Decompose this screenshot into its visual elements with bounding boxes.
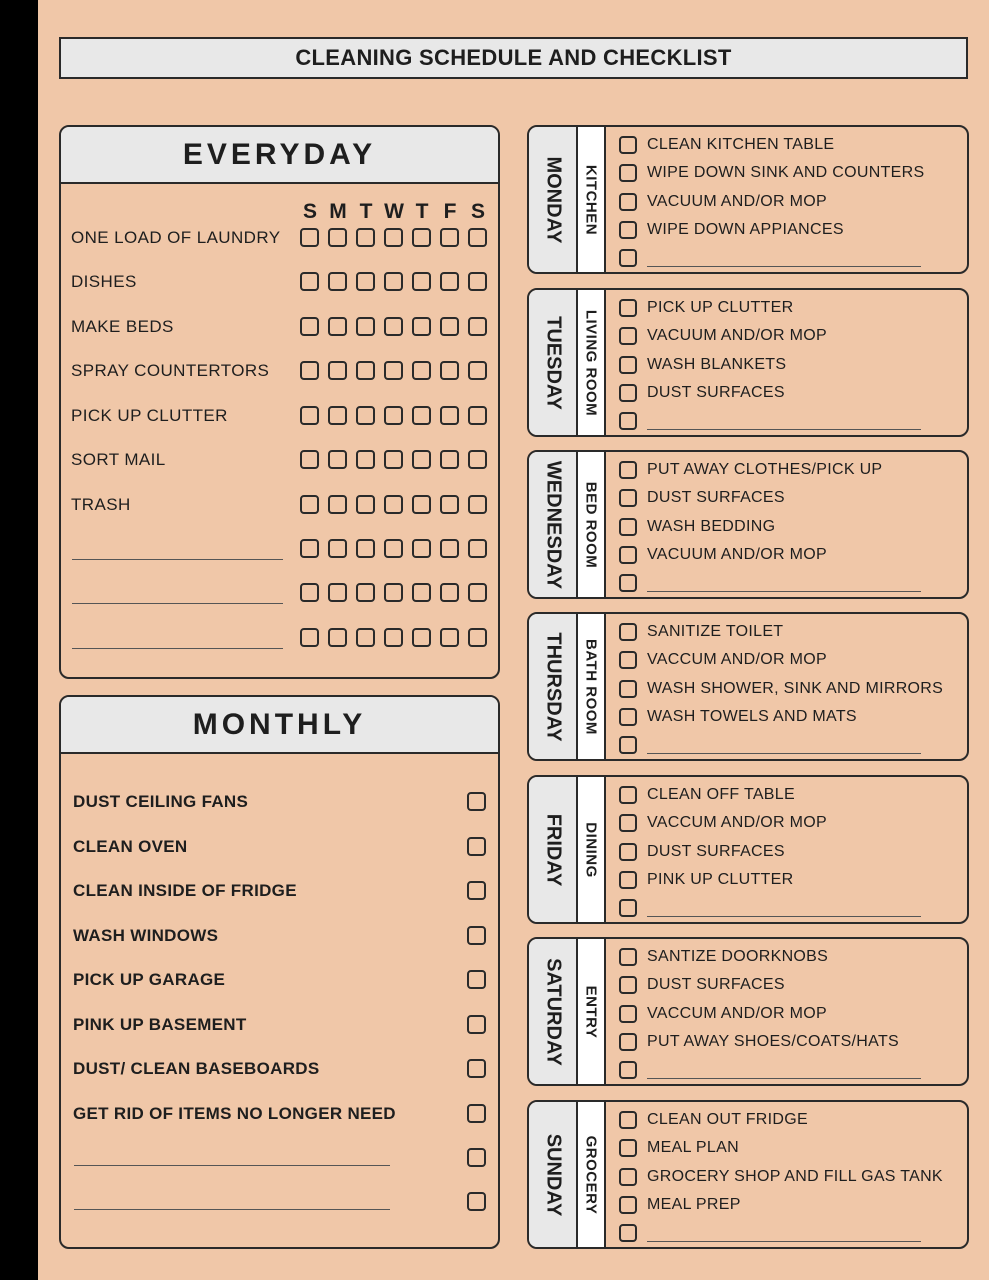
day-card-sunday <box>527 1100 969 1249</box>
weekly-task-item <box>619 1196 741 1214</box>
day-checkbox[interactable] <box>412 317 431 336</box>
day-card-friday <box>527 775 969 924</box>
day-checkbox[interactable] <box>440 628 459 647</box>
task-checkbox[interactable] <box>619 249 637 267</box>
blank-task-line[interactable] <box>72 603 283 604</box>
day-card-wednesday <box>527 450 969 599</box>
day-checkbox[interactable] <box>300 228 319 247</box>
day-checkbox[interactable] <box>356 272 375 291</box>
everyday-task-label: PICK UP CLUTTER <box>71 406 228 425</box>
task-checkbox[interactable] <box>619 193 637 211</box>
day-name: FRIDAY <box>542 813 564 886</box>
monthly-task-label: CLEAN INSIDE OF FRIDGE <box>73 881 297 900</box>
weekday-letter: S <box>302 200 317 223</box>
weekly-task-item <box>619 299 793 317</box>
task-label: DUST SURFACES <box>647 843 785 860</box>
day-checkbox[interactable] <box>412 495 431 514</box>
everyday-task-label: MAKE BEDS <box>71 317 174 336</box>
room-label-column <box>578 127 606 272</box>
day-checkbox[interactable] <box>300 406 319 425</box>
task-checkbox[interactable] <box>619 1005 637 1023</box>
task-label: MEAL PREP <box>647 1196 741 1213</box>
day-checkbox[interactable] <box>412 406 431 425</box>
day-checkbox[interactable] <box>412 628 431 647</box>
day-checkbox[interactable] <box>356 539 375 558</box>
day-label-column <box>529 1102 578 1247</box>
task-label: VACCUM AND/OR MOP <box>647 1005 827 1022</box>
task-label: WASH BEDDING <box>647 518 776 535</box>
day-checkbox[interactable] <box>440 583 459 602</box>
task-checkbox[interactable] <box>619 708 637 726</box>
blank-task-item <box>619 574 647 592</box>
task-label: DUST SURFACES <box>647 976 785 993</box>
day-checkbox[interactable] <box>468 317 487 336</box>
day-label-column <box>529 452 578 597</box>
day-name: TUESDAY <box>542 315 564 410</box>
page-title: CLEANING SCHEDULE AND CHECKLIST <box>59 37 968 79</box>
day-checkbox[interactable] <box>412 272 431 291</box>
task-checkbox[interactable] <box>619 489 637 507</box>
day-checkbox[interactable] <box>328 583 347 602</box>
monthly-checkbox[interactable] <box>467 837 486 856</box>
task-label: CLEAN OUT FRIDGE <box>647 1111 808 1128</box>
room-label-column <box>578 1102 606 1247</box>
weekly-task-item <box>619 948 828 966</box>
monthly-task-label: PICK UP GARAGE <box>73 970 226 989</box>
task-label: PUT AWAY SHOES/COATS/HATS <box>647 1033 899 1050</box>
blank-task-line[interactable] <box>647 1241 921 1242</box>
weekly-task-item <box>619 136 834 154</box>
task-checkbox[interactable] <box>619 871 637 889</box>
weekly-task-item <box>619 356 786 374</box>
task-label: WASH TOWELS AND MATS <box>647 708 857 725</box>
task-checkbox[interactable] <box>619 1224 637 1242</box>
day-card-saturday <box>527 937 969 1086</box>
day-checkbox[interactable] <box>440 406 459 425</box>
day-checkbox[interactable] <box>300 361 319 380</box>
day-card-tuesday <box>527 288 969 437</box>
day-checkbox[interactable] <box>384 406 403 425</box>
day-checkbox[interactable] <box>384 228 403 247</box>
day-checkbox[interactable] <box>440 495 459 514</box>
blank-task-item <box>619 1224 647 1242</box>
task-checkbox[interactable] <box>619 546 637 564</box>
task-checkbox[interactable] <box>619 299 637 317</box>
blank-task-line[interactable] <box>647 753 921 754</box>
day-label-column <box>529 614 578 759</box>
day-checkbox[interactable] <box>468 361 487 380</box>
blank-task-line[interactable] <box>647 916 921 917</box>
day-checkbox[interactable] <box>328 361 347 380</box>
task-checkbox[interactable] <box>619 786 637 804</box>
day-label-column <box>529 777 578 922</box>
day-checkbox[interactable] <box>468 539 487 558</box>
room-name: ENTRY <box>582 985 600 1038</box>
task-label: CLEAN KITCHEN TABLE <box>647 136 835 153</box>
weekly-task-item <box>619 193 827 211</box>
weekday-letter: T <box>415 200 429 223</box>
day-checkbox[interactable] <box>356 450 375 469</box>
task-checkbox[interactable] <box>619 136 637 154</box>
day-checkbox[interactable] <box>412 583 431 602</box>
day-checkbox[interactable] <box>468 628 487 647</box>
day-checkbox[interactable] <box>412 228 431 247</box>
task-label: PICK UP CLUTTER <box>647 299 794 316</box>
everyday-task-label: SPRAY COUNTERTORS <box>71 361 270 380</box>
weekly-task-item <box>619 461 882 479</box>
everyday-panel <box>59 125 500 679</box>
left-edge-strip <box>0 0 38 1280</box>
day-checkbox[interactable] <box>468 228 487 247</box>
weekly-task-item <box>619 976 785 994</box>
day-checkbox[interactable] <box>468 450 487 469</box>
task-checkbox[interactable] <box>619 1139 637 1157</box>
task-checkbox[interactable] <box>619 1111 637 1129</box>
room-name: DINING <box>582 821 600 878</box>
task-label: GROCERY SHOP AND FILL GAS TANK <box>647 1168 943 1185</box>
task-label: CLEAN OFF TABLE <box>647 786 795 803</box>
everyday-task-label: DISHES <box>71 272 137 291</box>
task-label: VACCUM AND/OR MOP <box>647 814 827 831</box>
day-card-thursday <box>527 612 969 761</box>
day-checkbox[interactable] <box>300 272 319 291</box>
task-checkbox[interactable] <box>619 412 637 430</box>
blank-task-item <box>619 1061 647 1079</box>
task-label: SANTIZE DOORKNOBS <box>647 948 829 965</box>
day-checkbox[interactable] <box>412 450 431 469</box>
weekly-task-item <box>619 1033 899 1051</box>
day-card-monday <box>527 125 969 274</box>
monthly-task-label: PINK UP BASEMENT <box>73 1015 247 1034</box>
task-checkbox[interactable] <box>619 518 637 536</box>
blank-task-line[interactable] <box>72 648 283 649</box>
monthly-checkbox[interactable] <box>467 1059 486 1078</box>
task-checkbox[interactable] <box>619 574 637 592</box>
day-checkbox[interactable] <box>384 583 403 602</box>
day-checkbox[interactable] <box>468 583 487 602</box>
weekly-task-item <box>619 623 783 641</box>
monthly-task-label: DUST CEILING FANS <box>73 792 249 811</box>
day-checkbox[interactable] <box>328 495 347 514</box>
task-label: WIPE DOWN APPIANCES <box>647 221 844 238</box>
monthly-panel <box>59 695 500 1249</box>
blank-task-line[interactable] <box>647 1078 921 1079</box>
monthly-checkbox[interactable] <box>467 792 486 811</box>
weekday-letter: M <box>329 200 347 223</box>
weekday-letter: W <box>384 200 404 223</box>
task-label: DUST SURFACES <box>647 384 785 401</box>
blank-task-line[interactable] <box>647 591 921 592</box>
day-checkbox[interactable] <box>300 628 319 647</box>
task-checkbox[interactable] <box>619 948 637 966</box>
weekly-task-item <box>619 164 924 182</box>
room-name: GROCERY <box>582 1135 600 1214</box>
day-name: SUNDAY <box>542 1133 564 1216</box>
task-label: SANITIZE TOILET <box>647 623 784 640</box>
day-name: SATURDAY <box>542 957 564 1066</box>
day-checkbox[interactable] <box>384 317 403 336</box>
weekly-task-item <box>619 1139 739 1157</box>
monthly-checkbox[interactable] <box>467 1148 486 1167</box>
blank-task-item <box>619 899 647 917</box>
day-checkbox[interactable] <box>300 583 319 602</box>
day-checkbox[interactable] <box>384 450 403 469</box>
day-checkbox[interactable] <box>356 495 375 514</box>
day-checkbox[interactable] <box>468 495 487 514</box>
monthly-task-label: WASH WINDOWS <box>73 926 219 945</box>
day-checkbox[interactable] <box>328 228 347 247</box>
task-label: DUST SURFACES <box>647 489 785 506</box>
everyday-heading: EVERYDAY <box>61 127 498 184</box>
monthly-task-label: CLEAN OVEN <box>73 837 188 856</box>
day-checkbox[interactable] <box>356 361 375 380</box>
room-name: KITCHEN <box>582 164 600 235</box>
weekly-task-item <box>619 843 785 861</box>
blank-task-item <box>619 736 647 754</box>
task-checkbox[interactable] <box>619 843 637 861</box>
weekday-letter: F <box>443 200 457 223</box>
weekly-task-item <box>619 546 827 564</box>
room-label-column <box>578 290 606 435</box>
task-checkbox[interactable] <box>619 1033 637 1051</box>
everyday-task-label: ONE LOAD OF LAUNDRY <box>71 228 281 247</box>
day-checkbox[interactable] <box>300 539 319 558</box>
monthly-checkbox[interactable] <box>467 881 486 900</box>
monthly-checkbox[interactable] <box>467 1192 486 1211</box>
room-label-column <box>578 777 606 922</box>
day-checkbox[interactable] <box>468 406 487 425</box>
task-checkbox[interactable] <box>619 384 637 402</box>
weekly-task-item <box>619 871 793 889</box>
room-label-column <box>578 939 606 1084</box>
monthly-heading: MONTHLY <box>61 697 498 754</box>
day-checkbox[interactable] <box>440 317 459 336</box>
room-name: BED ROOM <box>582 481 600 568</box>
task-checkbox[interactable] <box>619 1196 637 1214</box>
weekly-task-item <box>619 1168 943 1186</box>
weekly-task-item <box>619 1111 808 1129</box>
room-label-column <box>578 614 606 759</box>
task-label: VACUUM AND/OR MOP <box>647 327 827 344</box>
day-label-column <box>529 127 578 272</box>
day-checkbox[interactable] <box>384 495 403 514</box>
task-checkbox[interactable] <box>619 327 637 345</box>
room-name: BATH ROOM <box>582 638 600 735</box>
monthly-task-label: GET RID OF ITEMS NO LONGER NEED <box>73 1104 396 1123</box>
task-checkbox[interactable] <box>619 680 637 698</box>
monthly-task-label: DUST/ CLEAN BASEBOARDS <box>73 1059 320 1078</box>
task-checkbox[interactable] <box>619 623 637 641</box>
day-checkbox[interactable] <box>328 450 347 469</box>
weekly-task-item <box>619 786 795 804</box>
task-checkbox[interactable] <box>619 651 637 669</box>
task-checkbox[interactable] <box>619 736 637 754</box>
task-label: VACUUM AND/OR MOP <box>647 193 827 210</box>
task-checkbox[interactable] <box>619 814 637 832</box>
day-checkbox[interactable] <box>440 228 459 247</box>
task-checkbox[interactable] <box>619 1168 637 1186</box>
day-name: MONDAY <box>542 155 564 244</box>
weekly-task-item <box>619 221 844 239</box>
weekly-task-item <box>619 680 943 698</box>
task-label: WASH BLANKETS <box>647 356 787 373</box>
day-name: THURSDAY <box>542 631 564 742</box>
task-checkbox[interactable] <box>619 221 637 239</box>
task-checkbox[interactable] <box>619 1061 637 1079</box>
blank-task-line[interactable] <box>72 559 283 560</box>
day-label-column <box>529 939 578 1084</box>
blank-task-item <box>619 249 647 267</box>
weekly-task-item <box>619 518 775 536</box>
task-label: PUT AWAY CLOTHES/PICK UP <box>647 461 883 478</box>
day-checkbox[interactable] <box>328 272 347 291</box>
weekly-task-item <box>619 708 857 726</box>
monthly-checkbox[interactable] <box>467 970 486 989</box>
task-label: WIPE DOWN SINK AND COUNTERS <box>647 164 925 181</box>
monthly-checkbox[interactable] <box>467 926 486 945</box>
room-label-column <box>578 452 606 597</box>
task-label: PINK UP CLUTTER <box>647 871 794 888</box>
weekly-task-item <box>619 327 827 345</box>
day-checkbox[interactable] <box>440 539 459 558</box>
day-checkbox[interactable] <box>356 583 375 602</box>
room-name: LIVING ROOM <box>582 309 600 416</box>
day-checkbox[interactable] <box>440 272 459 291</box>
task-checkbox[interactable] <box>619 164 637 182</box>
task-label: VACCUM AND/OR MOP <box>647 651 827 668</box>
weekday-letter: S <box>470 200 485 223</box>
task-label: WASH SHOWER, SINK AND MIRRORS <box>647 680 944 697</box>
day-checkbox[interactable] <box>384 272 403 291</box>
everyday-task-label: SORT MAIL <box>71 450 166 469</box>
blank-task-line[interactable] <box>647 429 921 430</box>
monthly-checkbox[interactable] <box>467 1104 486 1123</box>
task-label: VACUUM AND/OR MOP <box>647 546 827 563</box>
day-checkbox[interactable] <box>356 228 375 247</box>
task-checkbox[interactable] <box>619 356 637 374</box>
task-checkbox[interactable] <box>619 461 637 479</box>
day-checkbox[interactable] <box>300 317 319 336</box>
task-checkbox[interactable] <box>619 976 637 994</box>
task-label: MEAL PLAN <box>647 1139 739 1156</box>
day-checkbox[interactable] <box>440 361 459 380</box>
weekly-task-item <box>619 814 827 832</box>
monthly-checkbox[interactable] <box>467 1015 486 1034</box>
day-checkbox[interactable] <box>300 450 319 469</box>
everyday-task-label: TRASH <box>71 495 131 514</box>
day-checkbox[interactable] <box>356 628 375 647</box>
blank-task-item <box>619 412 647 430</box>
day-checkbox[interactable] <box>328 406 347 425</box>
day-checkbox[interactable] <box>412 539 431 558</box>
weekly-task-item <box>619 651 827 669</box>
blank-task-line[interactable] <box>74 1209 390 1210</box>
day-checkbox[interactable] <box>440 450 459 469</box>
day-checkbox[interactable] <box>468 272 487 291</box>
day-checkbox[interactable] <box>384 539 403 558</box>
day-checkbox[interactable] <box>356 406 375 425</box>
day-checkbox[interactable] <box>300 495 319 514</box>
weekday-letter: T <box>359 200 373 223</box>
day-checkbox[interactable] <box>412 361 431 380</box>
day-checkbox[interactable] <box>356 317 375 336</box>
day-checkbox[interactable] <box>384 628 403 647</box>
day-name: WEDNESDAY <box>542 460 564 589</box>
weekly-task-item <box>619 489 785 507</box>
day-checkbox[interactable] <box>328 317 347 336</box>
weekly-task-item <box>619 1005 827 1023</box>
day-label-column <box>529 290 578 435</box>
day-checkbox[interactable] <box>328 539 347 558</box>
task-checkbox[interactable] <box>619 899 637 917</box>
day-checkbox[interactable] <box>384 361 403 380</box>
blank-task-line[interactable] <box>74 1165 390 1166</box>
blank-task-line[interactable] <box>647 266 921 267</box>
day-checkbox[interactable] <box>328 628 347 647</box>
weekly-task-item <box>619 384 785 402</box>
